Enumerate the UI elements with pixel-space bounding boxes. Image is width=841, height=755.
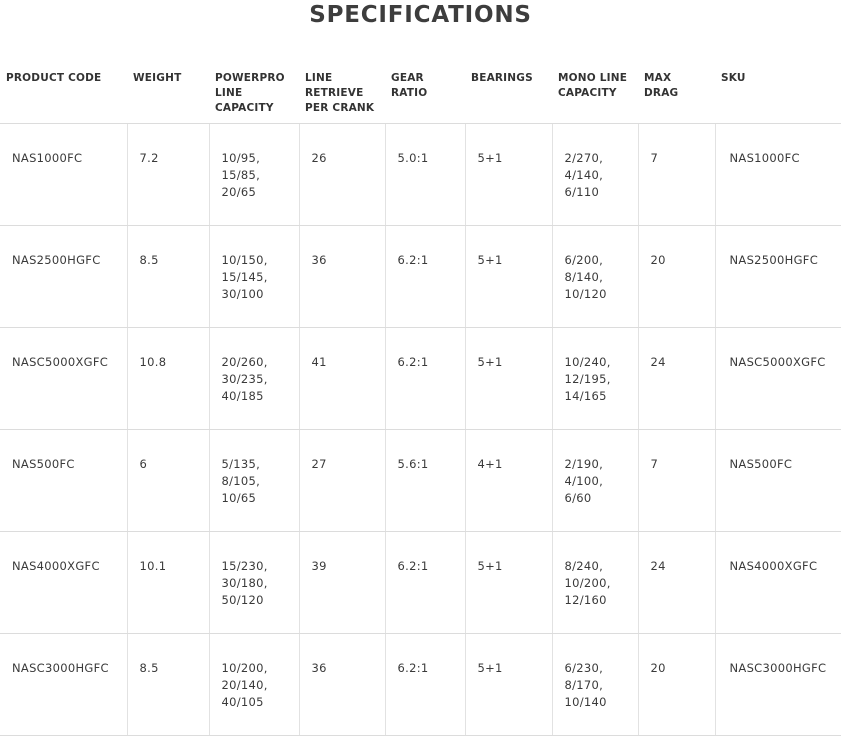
cell-mono-line-capacity: 6/200, 8/140, 10/120 bbox=[552, 225, 638, 327]
header-sku: SKU bbox=[715, 61, 841, 123]
header-max-drag: MAX DRAG bbox=[638, 61, 715, 123]
cell-powerpro-line-capacity: 5/135, 8/105, 10/65 bbox=[209, 429, 299, 531]
header-line-retrieve: LINE RETRIEVE PER CRANK bbox=[299, 61, 385, 123]
cell-bearings: 5+1 bbox=[465, 225, 552, 327]
cell-sku: NASC3000HGFC bbox=[715, 633, 841, 735]
table-row bbox=[0, 633, 841, 735]
header-row bbox=[0, 61, 841, 123]
cell-weight: 8.5 bbox=[127, 225, 209, 327]
cell-powerpro-line-capacity: 20/260, 30/235, 40/185 bbox=[209, 327, 299, 429]
cell-mono-line-capacity: 10/240, 12/195, 14/165 bbox=[552, 327, 638, 429]
specifications-table bbox=[0, 61, 841, 736]
cell-product-code: NAS2500HGFC bbox=[0, 225, 127, 327]
table-row bbox=[0, 123, 841, 225]
header-weight: WEIGHT bbox=[127, 61, 209, 123]
cell-mono-line-capacity: 2/190, 4/100, 6/60 bbox=[552, 429, 638, 531]
cell-sku: NAS4000XGFC bbox=[715, 531, 841, 633]
cell-bearings: 5+1 bbox=[465, 123, 552, 225]
cell-bearings: 5+1 bbox=[465, 327, 552, 429]
cell-product-code: NAS4000XGFC bbox=[0, 531, 127, 633]
cell-gear-ratio: 5.6:1 bbox=[385, 429, 465, 531]
cell-sku: NAS2500HGFC bbox=[715, 225, 841, 327]
cell-line-retrieve: 27 bbox=[299, 429, 385, 531]
header-product-code: PRODUCT CODE bbox=[0, 61, 127, 123]
cell-max-drag: 24 bbox=[638, 531, 715, 633]
header-bearings: BEARINGS bbox=[465, 61, 552, 123]
cell-weight: 10.1 bbox=[127, 531, 209, 633]
cell-sku: NAS500FC bbox=[715, 429, 841, 531]
cell-powerpro-line-capacity: 10/150, 15/145, 30/100 bbox=[209, 225, 299, 327]
cell-product-code: NASC3000HGFC bbox=[0, 633, 127, 735]
cell-mono-line-capacity: 2/270, 4/140, 6/110 bbox=[552, 123, 638, 225]
cell-line-retrieve: 41 bbox=[299, 327, 385, 429]
table-row bbox=[0, 531, 841, 633]
cell-line-retrieve: 36 bbox=[299, 633, 385, 735]
cell-bearings: 4+1 bbox=[465, 429, 552, 531]
cell-gear-ratio: 6.2:1 bbox=[385, 225, 465, 327]
cell-gear-ratio: 5.0:1 bbox=[385, 123, 465, 225]
cell-gear-ratio: 6.2:1 bbox=[385, 531, 465, 633]
cell-weight: 6 bbox=[127, 429, 209, 531]
cell-gear-ratio: 6.2:1 bbox=[385, 327, 465, 429]
cell-bearings: 5+1 bbox=[465, 633, 552, 735]
cell-sku: NAS1000FC bbox=[715, 123, 841, 225]
cell-weight: 10.8 bbox=[127, 327, 209, 429]
cell-powerpro-line-capacity: 15/230, 30/180, 50/120 bbox=[209, 531, 299, 633]
header-powerpro-line-capacity: POWERPRO LINE CAPACITY bbox=[209, 61, 299, 123]
cell-max-drag: 24 bbox=[638, 327, 715, 429]
page-title: SPECIFICATIONS bbox=[309, 2, 532, 28]
header-mono-line-capacity: MONO LINE CAPACITY bbox=[552, 61, 638, 123]
cell-bearings: 5+1 bbox=[465, 531, 552, 633]
cell-line-retrieve: 26 bbox=[299, 123, 385, 225]
cell-max-drag: 7 bbox=[638, 123, 715, 225]
cell-max-drag: 20 bbox=[638, 225, 715, 327]
cell-max-drag: 7 bbox=[638, 429, 715, 531]
table-row bbox=[0, 225, 841, 327]
cell-line-retrieve: 39 bbox=[299, 531, 385, 633]
cell-product-code: NAS1000FC bbox=[0, 123, 127, 225]
cell-weight: 7.2 bbox=[127, 123, 209, 225]
table-header bbox=[0, 61, 841, 123]
cell-powerpro-line-capacity: 10/95, 15/85, 20/65 bbox=[209, 123, 299, 225]
cell-max-drag: 20 bbox=[638, 633, 715, 735]
cell-line-retrieve: 36 bbox=[299, 225, 385, 327]
cell-product-code: NASC5000XGFC bbox=[0, 327, 127, 429]
table-row bbox=[0, 429, 841, 531]
table-body bbox=[0, 123, 841, 735]
header-gear-ratio: GEAR RATIO bbox=[385, 61, 465, 123]
cell-product-code: NAS500FC bbox=[0, 429, 127, 531]
cell-mono-line-capacity: 8/240, 10/200, 12/160 bbox=[552, 531, 638, 633]
cell-mono-line-capacity: 6/230, 8/170, 10/140 bbox=[552, 633, 638, 735]
table-row bbox=[0, 327, 841, 429]
cell-gear-ratio: 6.2:1 bbox=[385, 633, 465, 735]
cell-weight: 8.5 bbox=[127, 633, 209, 735]
cell-sku: NASC5000XGFC bbox=[715, 327, 841, 429]
cell-powerpro-line-capacity: 10/200, 20/140, 40/105 bbox=[209, 633, 299, 735]
